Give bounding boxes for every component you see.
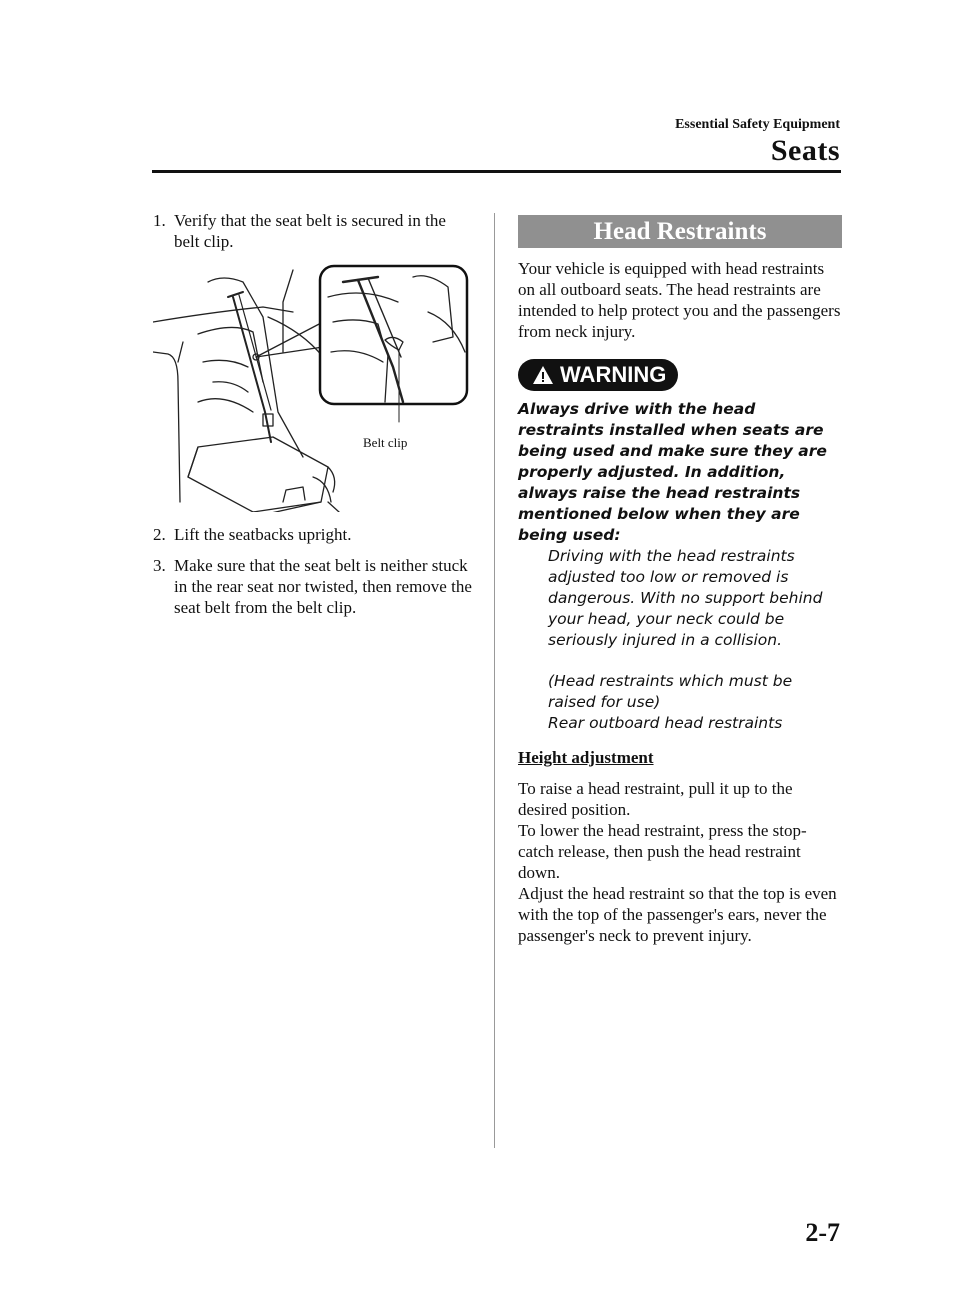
step-text: Make sure that the seat belt is neither stuck in the rear seat nor twisted, then remove the seat belt from the belt clip.: [174, 556, 472, 617]
page-title: Seats: [770, 134, 840, 167]
step-3: [153, 555, 473, 618]
warning-lead: Always drive with the head restraints installed when seats are being used and make sure they are properly adjusted. In addition, always raise the head restraints mentioned below when they are being used:: [518, 400, 827, 544]
header-rule: [152, 170, 841, 173]
step-number: 2.: [153, 525, 166, 544]
seat-illustration-svg: [153, 262, 473, 512]
step-number: 1.: [153, 211, 166, 230]
paragraph-line: Adjust the head restraint so that the top is even with the top of the passenger's ears, never the passenger's neck to prevent injury.: [518, 884, 837, 945]
step-text: Verify that the seat belt is secured in the belt clip.: [174, 211, 446, 251]
section-title: Essential Safety Equipment: [675, 117, 840, 132]
warning-text: [518, 399, 842, 734]
height-adjustment-heading: Height adjustment: [518, 748, 654, 767]
warning-detail: Driving with the head restraints adjusted too low or removed is dangerous. With no support behind your head, your neck could be seriously injured in a collision.: [548, 547, 823, 649]
paragraph-line: To lower the head restraint, press the stop-catch release, then push the head restraint down.: [518, 821, 807, 882]
column-divider: [494, 213, 495, 1148]
paragraph-line: To raise a head restraint, pull it up to the desired position.: [518, 779, 793, 819]
intro-paragraph: Your vehicle is equipped with head restraints on all outboard seats. The head restraints are intended to help protect you and the passengers from neck injury.: [518, 259, 841, 341]
left-column: [153, 210, 473, 618]
warning-label: WARNING: [560, 362, 667, 387]
warning-note: (Head restraints which must be raised for use): [548, 672, 793, 711]
step-2: [153, 524, 473, 545]
paragraph: [518, 778, 842, 946]
step-text: Lift the seatbacks upright.: [174, 525, 352, 544]
belt-clip-illustration: [153, 262, 473, 512]
right-column: [518, 215, 842, 946]
warning-triangle-icon: [532, 365, 554, 385]
page-number: 2-7: [805, 1218, 840, 1247]
figure-label: Belt clip: [363, 435, 408, 450]
section-banner: Head Restraints: [518, 215, 842, 248]
warning-note: Rear outboard head restraints: [548, 714, 783, 732]
warning-badge: [518, 359, 678, 391]
step-1: [153, 210, 473, 252]
step-number: 3.: [153, 556, 166, 575]
